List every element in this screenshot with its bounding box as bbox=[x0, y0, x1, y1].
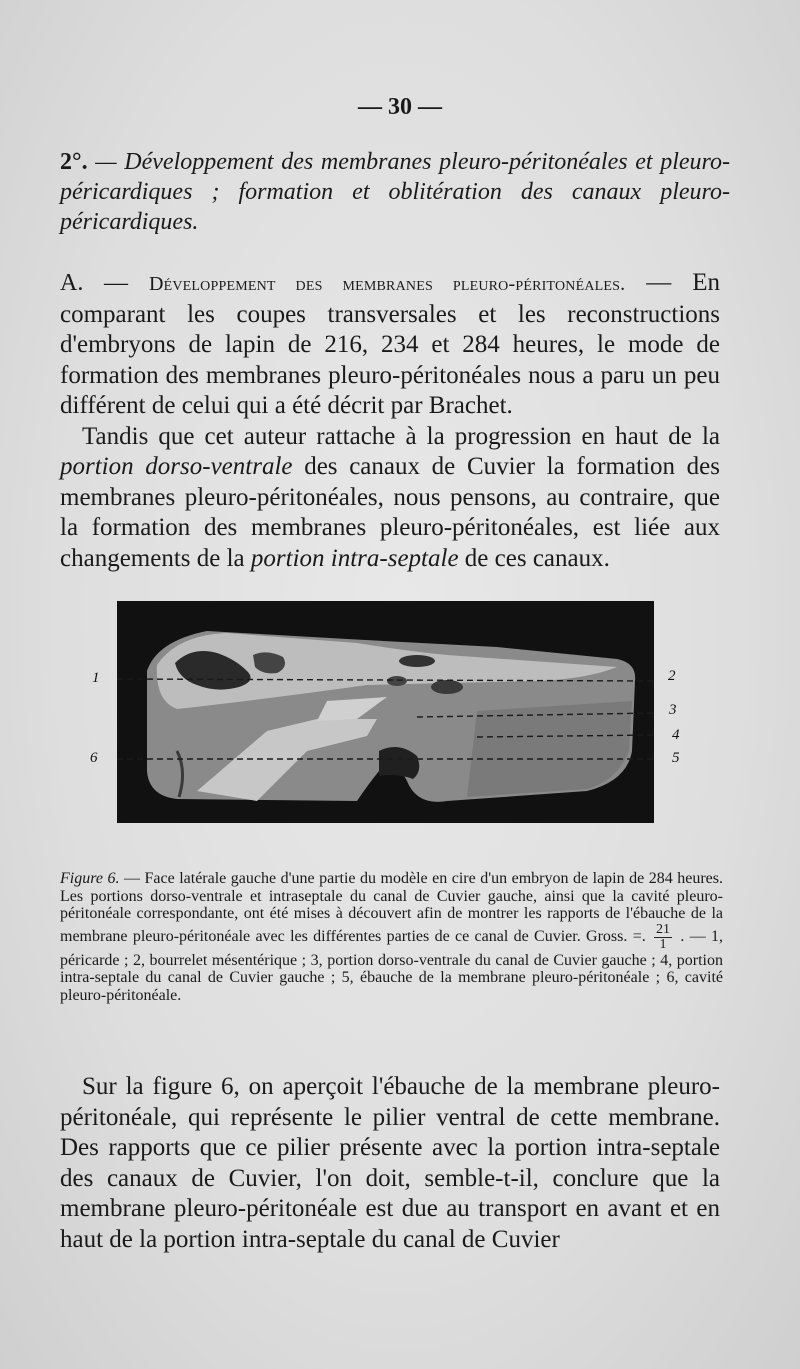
section-title: — Développement des membranes pleuro-péritonéales et pleuro-péricardiques ; formation et oblitération des canaux pleuro-péricardiques. bbox=[60, 149, 730, 235]
embryo-wax-model-illustration bbox=[117, 601, 654, 823]
caption-gross: Gross. =. bbox=[586, 927, 646, 945]
figure-label-3: 3 bbox=[669, 702, 677, 718]
blotch-3 bbox=[387, 676, 407, 686]
subsection-title: Développement des membranes pleuro-péritonéales. bbox=[148, 273, 626, 295]
blotch-1 bbox=[399, 655, 435, 667]
magnification-fraction bbox=[654, 923, 672, 952]
figure-label-2: 2 bbox=[668, 668, 676, 684]
caption-figure-label: Figure 6. bbox=[60, 870, 120, 887]
paragraph-2-text-1: Tandis que cet auteur rattache à la progression en haut de la bbox=[82, 422, 720, 450]
section-heading bbox=[60, 147, 730, 237]
figure-6-image bbox=[117, 601, 654, 823]
paragraph-2-italic-1: portion dorso-ventrale bbox=[60, 453, 293, 480]
figure-label-4: 4 bbox=[672, 727, 680, 743]
section-number: 2°. bbox=[60, 149, 88, 175]
paragraph-3: Sur la figure 6, on aperçoit l'ébauche de la membrane pleuro-péritonéale, qui représente le pilier ventral de cette membrane. Des rapports que ce pilier présente avec la portion intra-septale des canaux de Cuvier, l'on doit, semble-t-il, conclure que la membrane pleuro-péritonéale est due au transport en avant et en haut de la portion intra-septale du canal de Cuvier bbox=[60, 1073, 720, 1253]
subsection-label: A. — bbox=[60, 270, 129, 296]
subsection-a bbox=[60, 268, 720, 574]
figure-label-1: 1 bbox=[92, 670, 100, 686]
paragraph-2-text-3: de ces canaux. bbox=[464, 544, 610, 572]
figure-label-5: 5 bbox=[672, 750, 680, 766]
caption-text-1: — Face latérale gauche d'une partie du modèle en cire d'un embryon de lapin de 284 heures. Les portions dorso-ventrale et intraseptale du canal de Cuvier gauche, ainsi que la cavité pleuro-péritonéale correspondante, ont été mises à découvert afin de montrer les rapports de l'ébauche de la membrane pleuro-péritonéale avec les différentes parties de ce canal de Cuvier. bbox=[60, 870, 724, 945]
figure-label-6: 6 bbox=[90, 750, 98, 766]
paragraph-2 bbox=[60, 422, 720, 575]
blotch-2 bbox=[431, 680, 463, 694]
subsection-dash: — bbox=[646, 269, 672, 296]
fraction-numerator: 21 bbox=[656, 921, 671, 937]
paragraph-3-block bbox=[60, 1072, 720, 1255]
paragraph-2-italic-2: portion intra-septale bbox=[250, 544, 459, 572]
paragraph-2-text-2: des canaux de Cuvier la formation des membranes pleuro-péritonéales, nous pensons, au contraire, que la formation des membranes pleuro-péritonéales, est liée aux changements de la bbox=[60, 453, 720, 572]
figure-caption bbox=[60, 870, 723, 1004]
caption-text-2: . — 1, péricarde ; 2, bourrelet mésentérique ; 3, portion dorso-ventrale du canal de Cuvier gauche ; 4, portion intra-septale du canal de Cuvier gauche ; 5, ébauche de la membrane pleuro-péritonéale ; 6, cavité pleuro-péritonéale. bbox=[60, 927, 724, 1004]
paragraph-1: En comparant les coupes transversales et les reconstructions d'embryons de lapin de 216, 234 et 284 heures, le mode de formation des membranes pleuro-péritonéales nous a paru un peu différent de celui qui a été décrit par Brachet. bbox=[60, 269, 721, 419]
fraction-denominator: 1 bbox=[659, 936, 667, 952]
page-number: — 30 — bbox=[358, 94, 442, 120]
